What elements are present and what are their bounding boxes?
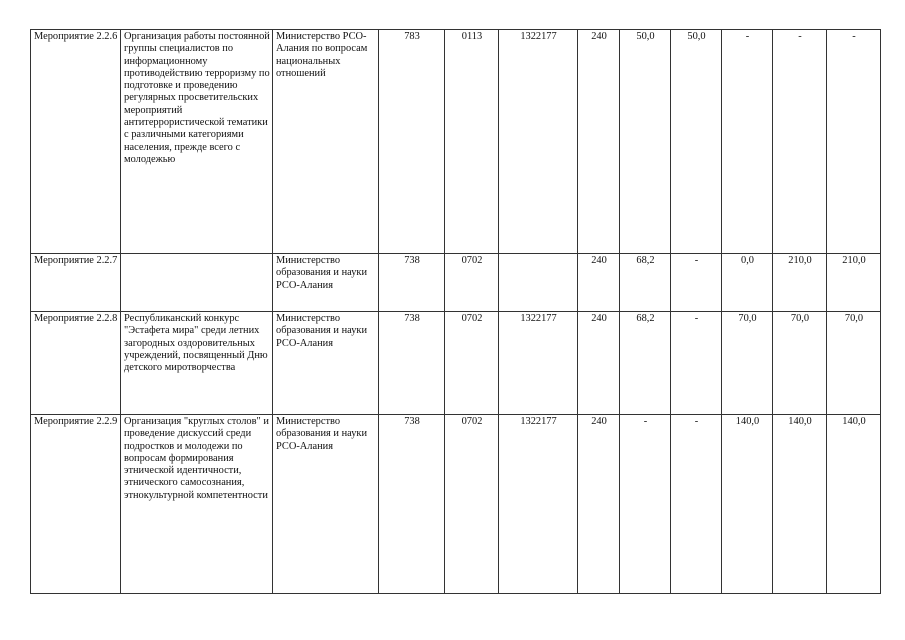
csr-code-cell <box>499 254 578 312</box>
amount-year-5-cell: 70,0 <box>827 312 881 415</box>
executor-cell: Министерство РСО-Алания по вопросам национальных отношений <box>273 30 379 254</box>
amount-year-3-cell: 70,0 <box>722 312 773 415</box>
vr-code-cell: 240 <box>578 415 620 594</box>
event-id-cell: Мероприятие 2.2.6 <box>31 30 121 254</box>
event-description-cell: Организация работы постоянной группы специалистов по информационному противодействию терроризму по подготовке и проведению регулярных просветительских мероприятий антитеррористической тематики с различными категориями населения, прежде всего с молодежью <box>121 30 273 254</box>
rzpr-code-cell: 0702 <box>445 254 499 312</box>
event-id-cell: Мероприятие 2.2.8 <box>31 312 121 415</box>
executor-cell: Министерство образования и науки РСО-Алания <box>273 254 379 312</box>
csr-code-cell: 1322177 <box>499 30 578 254</box>
amount-year-4-cell: 70,0 <box>773 312 827 415</box>
amount-year-1-cell: 50,0 <box>620 30 671 254</box>
amount-year-1-cell: - <box>620 415 671 594</box>
amount-year-5-cell: 140,0 <box>827 415 881 594</box>
event-id-cell: Мероприятие 2.2.7 <box>31 254 121 312</box>
amount-year-3-cell: 140,0 <box>722 415 773 594</box>
grbs-code-cell: 738 <box>379 312 445 415</box>
budget-table <box>30 29 881 594</box>
vr-code-cell: 240 <box>578 254 620 312</box>
amount-year-2-cell: - <box>671 254 722 312</box>
vr-code-cell: 240 <box>578 312 620 415</box>
grbs-code-cell: 783 <box>379 30 445 254</box>
rzpr-code-cell: 0113 <box>445 30 499 254</box>
executor-cell: Министерство образования и науки РСО-Алания <box>273 415 379 594</box>
rzpr-code-cell: 0702 <box>445 312 499 415</box>
rzpr-code-cell: 0702 <box>445 415 499 594</box>
event-id-cell: Мероприятие 2.2.9 <box>31 415 121 594</box>
event-description-cell <box>121 254 273 312</box>
amount-year-1-cell: 68,2 <box>620 312 671 415</box>
amount-year-5-cell: 210,0 <box>827 254 881 312</box>
event-description-cell: Республиканский конкурс "Эстафета мира" среди летних загородных оздоровительных учреждений, посвященный Дню детского миротворчества <box>121 312 273 415</box>
table-row <box>31 415 881 594</box>
table-row <box>31 254 881 312</box>
csr-code-cell: 1322177 <box>499 312 578 415</box>
amount-year-1-cell: 68,2 <box>620 254 671 312</box>
grbs-code-cell: 738 <box>379 415 445 594</box>
vr-code-cell: 240 <box>578 30 620 254</box>
executor-cell: Министерство образования и науки РСО-Алания <box>273 312 379 415</box>
grbs-code-cell: 738 <box>379 254 445 312</box>
amount-year-2-cell: 50,0 <box>671 30 722 254</box>
table-row <box>31 312 881 415</box>
amount-year-2-cell: - <box>671 415 722 594</box>
amount-year-4-cell: 210,0 <box>773 254 827 312</box>
amount-year-3-cell: - <box>722 30 773 254</box>
amount-year-4-cell: - <box>773 30 827 254</box>
csr-code-cell: 1322177 <box>499 415 578 594</box>
amount-year-5-cell: - <box>827 30 881 254</box>
amount-year-4-cell: 140,0 <box>773 415 827 594</box>
amount-year-2-cell: - <box>671 312 722 415</box>
table-row <box>31 30 881 254</box>
amount-year-3-cell: 0,0 <box>722 254 773 312</box>
event-description-cell: Организация "круглых столов" и проведение дискуссий среди подростков и молодежи по вопросам формирования этнической идентичности, этнического самосознания, этнокультурной компетентности <box>121 415 273 594</box>
